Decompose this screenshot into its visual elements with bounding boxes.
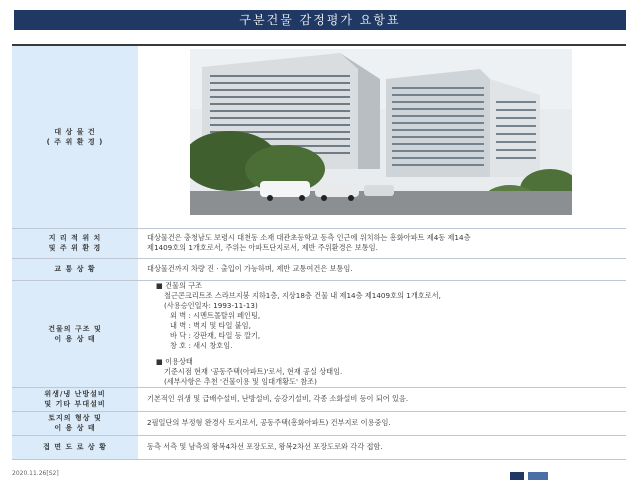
road-label: 접 면 도 로 상 황 [12,435,138,459]
structure-label-line1: 건물의 구조 및 [48,324,102,333]
land-content: 2필일단의 부정형 완경사 토지로서, 공동주택(흥화아파트) 건부지로 이용중임. [138,411,626,435]
page-title: 구분건물 감정평가 요항표 [14,10,626,30]
structure-heading: ■ 건물의 구조 [156,280,203,290]
facilities-label-line1: 위생/냉 난방설비 [44,390,106,398]
structure-line2: (사용승인일자: 1993-11-13) [164,300,258,310]
location-label [12,228,138,258]
facilities-content: 기본적인 위생 및 급배수설비, 난방설비, 승강기설비, 각종 소화설비 등이 되어 있음. [138,387,626,411]
usage-line1: 기준시점 현재 '공동주택(아파트)'로서, 현재 공실 상태임. [164,366,343,376]
traffic-label: 교 통 상 황 [12,258,138,280]
traffic-content: 대상물건까지 차량 진 · 출입이 가능하며, 제반 교통여건은 보통임. [138,258,626,280]
structure-label-line2: 이 용 상 태 [54,334,96,343]
location-content [138,228,626,258]
structure-content [138,280,626,387]
facilities-label-line2: 및 기타 부대설비 [44,400,106,408]
footer-logo-mark-icon [528,472,548,480]
structure-line4: 내 벽 : 벽지 및 타일 붙임, [170,320,251,330]
land-label-line2: 이 용 상 태 [54,424,96,432]
location-label-line1: 지 리 적 위 치 [48,234,102,242]
subject-label [12,46,138,228]
location-line2: 제1409호의 1개호로서, 주위는 아파트단지로서, 제반 주위환경은 보통임. [147,243,378,252]
subject-label-line1: 대 상 물 건 [54,127,96,136]
usage-line2: (세부사항은 추천 '건물이용 및 임대개황도' 참조) [164,376,317,386]
building-photo [190,49,572,215]
structure-line3: 외 벽 : 시멘트몰탈위 페인팅, [170,310,261,320]
usage-heading: ■ 이용상태 [156,356,193,366]
structure-line5: 바 닥 : 강판재, 타일 등 깔기, [170,330,261,340]
subject-label-line2: ( 주 위 환 경 ) [46,137,104,146]
road-content: 동측 서측 및 남측의 왕복4차선 포장도로, 왕복2차선 포장도로와 각각 접함. [138,435,626,459]
land-label-line1: 토지의 형상 및 [48,414,102,422]
footer-text: 2020.11.26[S2] [12,470,59,477]
subject-photo-cell [138,46,626,228]
footer-logo-icon [510,472,524,480]
structure-label [12,280,138,387]
structure-line1: 철근콘크리트조 스라브지붕 지하1층, 지상18층 건물 내 제14층 제1409호의 1개호로서, [164,290,441,300]
location-line1: 대상물건은 충청남도 보령시 대천동 소재 대관초등학교 동측 인근에 위치하는 흥화아파트 제4동 제14층 [147,233,471,242]
facilities-label [12,387,138,411]
appraisal-table [12,44,626,464]
location-label-line2: 및 주 위 환 경 [48,244,102,252]
land-label [12,411,138,435]
structure-line6: 창 호 : 새시 창호임. [170,340,233,350]
